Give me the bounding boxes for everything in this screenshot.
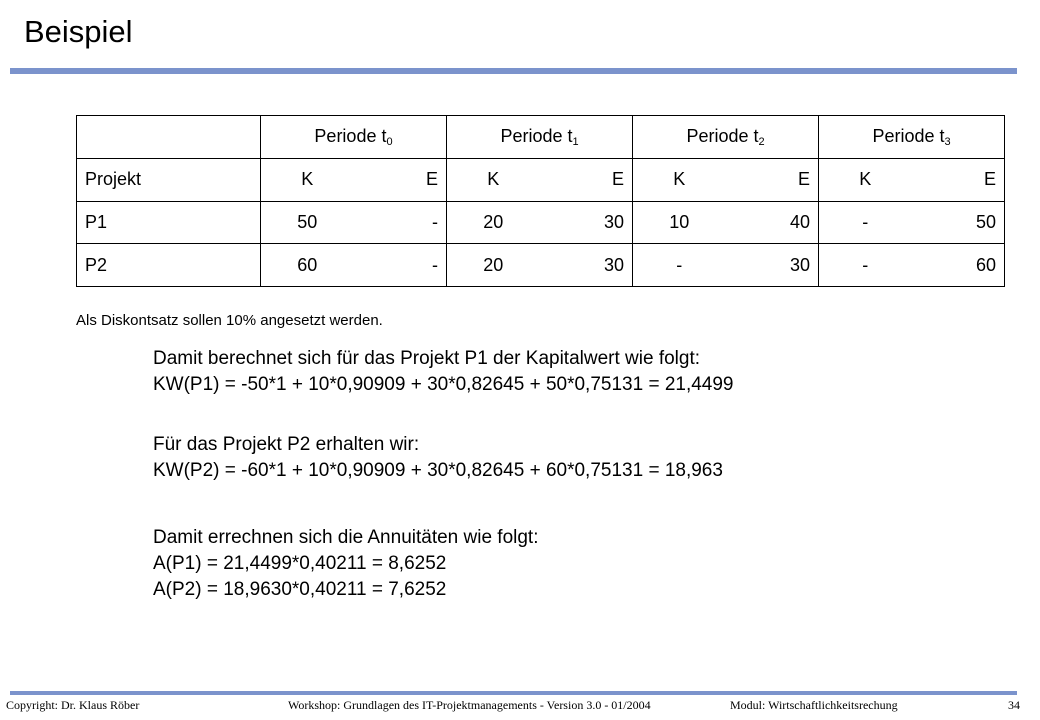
table-cell: 30 — [540, 244, 633, 287]
table-cell: - — [819, 244, 912, 287]
p2-formula: KW(P2) = -60*1 + 10*0,90909 + 30*0,82645 + 60*0,75131 = 18,963 — [153, 460, 723, 481]
footer-workshop: Workshop: Grundlagen des IT-Projektmanagements - Version 3.0 - 01/2004 — [288, 698, 651, 712]
table-cell: E — [726, 158, 819, 201]
table-cell: 60 — [261, 244, 354, 287]
table-cell: K — [447, 158, 540, 201]
annuity-p2: A(P2) = 18,9630*0,40211 = 7,6252 — [153, 579, 447, 600]
period-header: Periode $t_3$ — [819, 116, 1005, 159]
table-cell: K — [819, 158, 912, 201]
period-header: Periode $t_1$ — [447, 116, 633, 159]
table-cell: - — [354, 244, 447, 287]
header-rule — [10, 68, 1017, 74]
table-cell: Projekt — [77, 158, 261, 201]
table-cell: E — [912, 158, 1005, 201]
table-cell: 50 — [261, 201, 354, 244]
table-header-row — [77, 116, 1005, 159]
footer-module: Modul: Wirtschaftlichkeitsrechung — [730, 698, 898, 712]
table-cell: E — [354, 158, 447, 201]
table-cell: 60 — [912, 244, 1005, 287]
footer-rule — [10, 691, 1017, 695]
table-cell: - — [633, 244, 726, 287]
table-cell: P1 — [77, 201, 261, 244]
table-corner-cell — [77, 116, 261, 159]
p1-intro: Damit berechnet sich für das Projekt P1 der Kapitalwert wie folgt: — [153, 348, 701, 369]
period-header: Periode $t_0$ — [261, 116, 447, 159]
page-number: 34 — [1008, 698, 1020, 712]
table-cell: E — [540, 158, 633, 201]
table-row — [77, 244, 1005, 287]
p2-intro: Für das Projekt P2 erhalten wir: — [153, 434, 420, 455]
table-cell: 20 — [447, 244, 540, 287]
table-cell: 30 — [726, 244, 819, 287]
annuity-calculation — [153, 525, 539, 603]
p2-calculation — [153, 432, 723, 484]
p1-formula: KW(P1) = -50*1 + 10*0,90909 + 30*0,82645 + 50*0,75131 = 21,4499 — [153, 374, 734, 395]
table-cell: P2 — [77, 244, 261, 287]
table-cell: - — [354, 201, 447, 244]
table-cell: - — [819, 201, 912, 244]
table-cell: 40 — [726, 201, 819, 244]
footer-copyright: Copyright: Dr. Klaus Röber — [6, 698, 140, 712]
table-cell: 10 — [633, 201, 726, 244]
table-cell: K — [633, 158, 726, 201]
table-cell: 50 — [912, 201, 1005, 244]
table-row — [77, 201, 1005, 244]
slide-title: Beispiel — [24, 14, 133, 49]
discount-note: Als Diskontsatz sollen 10% angesetzt werden. — [76, 312, 383, 329]
annuity-p1: A(P1) = 21,4499*0,40211 = 8,6252 — [153, 553, 447, 574]
table-cell: 20 — [447, 201, 540, 244]
annuity-intro: Damit errechnen sich die Annuitäten wie folgt: — [153, 527, 539, 548]
project-table — [76, 115, 1005, 287]
table-subheader-row — [77, 158, 1005, 201]
table-cell: K — [261, 158, 354, 201]
p1-calculation — [153, 346, 734, 398]
table-cell: 30 — [540, 201, 633, 244]
period-header: Periode $t_2$ — [633, 116, 819, 159]
